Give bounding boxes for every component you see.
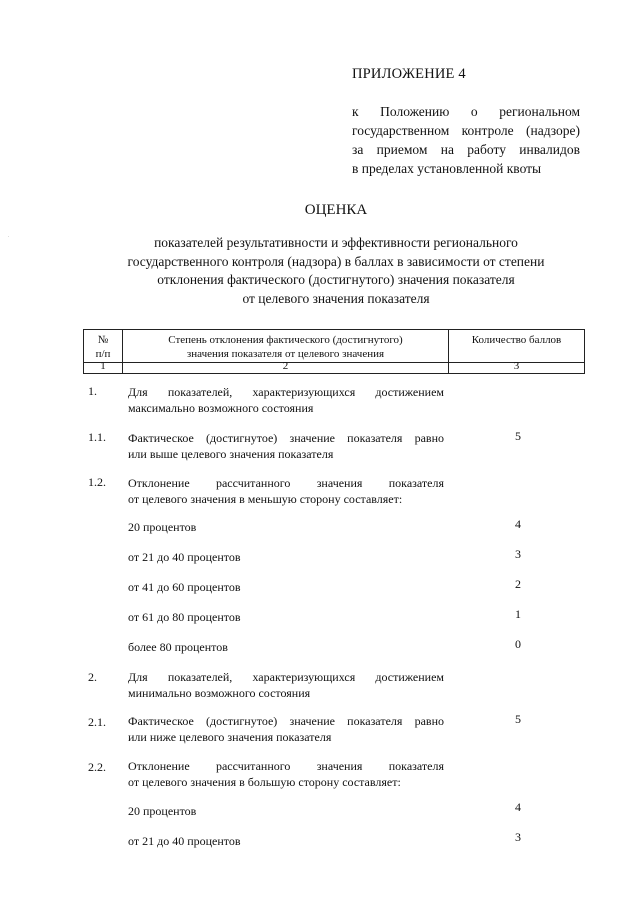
row-text-line: от целевого значения в большую сторону составляет: xyxy=(128,775,401,789)
row-text xyxy=(128,579,444,595)
row-text-line: 20 процентов xyxy=(128,520,197,534)
column-number-1: 1 xyxy=(100,360,106,372)
header-col-deviation xyxy=(123,333,448,361)
column-number-3: 3 xyxy=(513,360,520,372)
row-text xyxy=(128,639,444,655)
row-score: 4 xyxy=(515,800,521,814)
row-text-line: Для показателей, характеризующихся достижением xyxy=(128,670,444,684)
row-text-line: минимально возможного состояния xyxy=(128,686,311,700)
appendix-line: за приемом на работу инвалидов xyxy=(352,142,580,157)
row-text-line: от 61 до 80 процентов xyxy=(128,610,241,624)
row-text xyxy=(128,430,444,462)
row-score: 3 xyxy=(515,547,521,561)
scan-speck xyxy=(8,236,9,237)
row-text-line: более 80 процентов xyxy=(128,640,228,654)
header-col-number-line: № xyxy=(97,334,109,346)
row-text xyxy=(128,803,444,819)
row-text-line: максимально возможного состояния xyxy=(128,401,314,415)
row-score: 5 xyxy=(515,712,521,726)
row-text-line: Отклонение рассчитанного значения показателя xyxy=(128,476,444,490)
header-col-score: Количество баллов xyxy=(471,334,562,346)
header-col-deviation-line: значения показателя от целевого значения xyxy=(186,348,385,360)
row-number: 2. xyxy=(88,670,97,684)
row-text-line: 20 процентов xyxy=(128,804,197,818)
header-col-number-line: п/п xyxy=(95,348,111,360)
subtitle-line: от целевого значения показателя xyxy=(242,290,430,306)
row-text-line: от 41 до 60 процентов xyxy=(128,580,241,594)
row-text xyxy=(128,519,444,535)
row-score: 1 xyxy=(515,607,521,621)
row-text xyxy=(128,713,444,745)
header-col-deviation-line: Степень отклонения фактического (достигнутого) xyxy=(168,334,403,346)
row-number: 2.2. xyxy=(88,760,106,774)
row-score: 4 xyxy=(515,517,521,531)
row-number: 1.2. xyxy=(88,475,106,489)
row-text xyxy=(128,549,444,565)
appendix-title: ПРИЛОЖЕНИЕ 4 xyxy=(352,66,466,82)
row-text-line: или ниже целевого значения показателя xyxy=(128,730,332,744)
row-text xyxy=(128,758,444,790)
row-text-line: Фактическое (достигнутое) значение показателя равно xyxy=(128,714,444,728)
row-text xyxy=(128,384,444,416)
row-text xyxy=(128,609,444,625)
row-score: 2 xyxy=(515,577,521,591)
row-text-line: от целевого значения в меньшую сторону составляет: xyxy=(128,492,403,506)
row-number: 1.1. xyxy=(88,430,106,444)
row-text-line: или выше целевого значения показателя xyxy=(128,447,334,461)
document-title: ОЦЕНКА xyxy=(304,202,368,218)
appendix-line: в пределах установленной квоты xyxy=(352,161,542,176)
row-text-line: от 21 до 40 процентов xyxy=(128,834,241,848)
appendix-line: государственном контроле (надзоре) xyxy=(352,123,580,138)
row-text-line: Фактическое (достигнутое) значение показателя равно xyxy=(128,431,444,445)
subtitle-line: отклонения фактического (достигнутого) значения показателя xyxy=(157,272,515,287)
row-text-line: от 21 до 40 процентов xyxy=(128,550,241,564)
row-text-line: Для показателей, характеризующихся достижением xyxy=(128,385,444,399)
header-col-number xyxy=(84,333,122,361)
document-subtitle xyxy=(100,234,572,308)
subtitle-line: показателей результативности и эффективности регионального xyxy=(154,235,518,250)
row-number: 2.1. xyxy=(88,715,106,729)
column-number-2: 2 xyxy=(282,360,289,372)
appendix-reference xyxy=(352,102,580,178)
row-score: 0 xyxy=(515,637,521,651)
row-text-line: Отклонение рассчитанного значения показателя xyxy=(128,759,444,773)
row-number: 1. xyxy=(88,384,97,398)
table-top-rule xyxy=(83,329,584,330)
row-score: 3 xyxy=(515,830,521,844)
row-text xyxy=(128,833,444,849)
row-score: 5 xyxy=(515,429,521,443)
row-text xyxy=(128,475,444,507)
table-right-border xyxy=(584,329,585,374)
table-colnum-rule xyxy=(83,373,584,374)
subtitle-line: государственного контроля (надзора) в баллах в зависимости от степени xyxy=(127,253,545,269)
appendix-line: к Положению о региональном xyxy=(352,104,580,119)
row-text xyxy=(128,669,444,701)
